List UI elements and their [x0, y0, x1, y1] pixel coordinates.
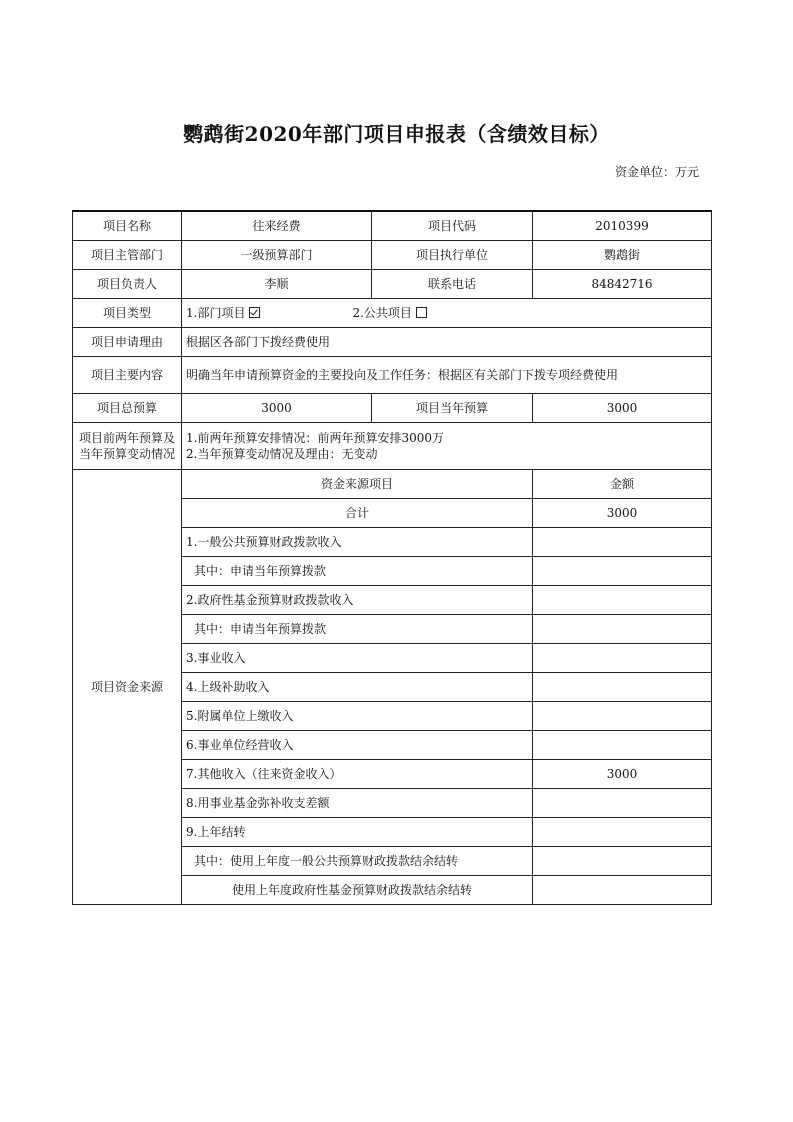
budget-change-line2: 2.当年预算变动情况及理由：无变动 [186, 447, 378, 461]
funding-amount [533, 615, 712, 644]
owner-label: 项目负责人 [73, 270, 182, 299]
dept-label: 项目主管部门 [73, 241, 182, 270]
row-budget [73, 394, 712, 423]
budget-change-line1: 1.前两年预算安排情况：前两年预算安排3000万 [186, 431, 444, 445]
type-label: 项目类型 [73, 299, 182, 328]
budget-change-label [73, 423, 182, 470]
funding-amount [533, 847, 712, 876]
budget-change-value [182, 423, 712, 470]
funding-header-row [73, 470, 712, 499]
funding-source: 5.附属单位上缴收入 [182, 702, 533, 731]
project-form-table [72, 210, 712, 905]
currency-unit: 资金单位：万元 [614, 165, 699, 179]
funding-source: 4.上级补助收入 [182, 673, 533, 702]
year-budget-value: 3000 [533, 394, 712, 423]
funding-section-label: 项目资金来源 [73, 470, 182, 905]
row-content [73, 357, 712, 394]
row-project-name [73, 211, 712, 241]
unchecked-checkbox-icon[interactable] [416, 307, 427, 318]
funding-amount [533, 644, 712, 673]
funding-amount [533, 702, 712, 731]
row-project-owner [73, 270, 712, 299]
funding-amount [533, 557, 712, 586]
row-budget-change [73, 423, 712, 470]
dept-value: 一级预算部门 [182, 241, 372, 270]
funding-source: 1.一般公共预算财政拨款收入 [182, 528, 533, 557]
reason-label: 项目申请理由 [73, 328, 182, 357]
funding-amount-header: 金额 [533, 470, 712, 499]
content-value: 明确当年申请预算资金的主要投向及工作任务：根据区有关部门下拨专项经费使用 [182, 357, 712, 394]
budget-value: 3000 [182, 394, 372, 423]
budget-change-label-line1: 项目前两年预算及 [78, 431, 175, 445]
year-budget-label: 项目当年预算 [372, 394, 533, 423]
funding-source: 9.上年结转 [182, 818, 533, 847]
funding-source-header: 资金来源项目 [182, 470, 533, 499]
funding-source: 3.事业收入 [182, 644, 533, 673]
funding-amount: 3000 [533, 499, 712, 528]
funding-source: 其中：申请当年预算拨款 [182, 557, 533, 586]
page-title: 鹦鹉街2020年部门项目申报表（含绩效目标） [183, 122, 610, 146]
funding-amount [533, 731, 712, 760]
phone-value: 84842716 [533, 270, 712, 299]
checked-checkbox-icon[interactable] [249, 307, 260, 318]
funding-source: 8.用事业基金弥补收支差额 [182, 789, 533, 818]
budget-label: 项目总预算 [73, 394, 182, 423]
funding-amount: 3000 [533, 760, 712, 789]
project-name-label: 项目名称 [73, 211, 182, 241]
funding-source: 2.政府性基金预算财政拨款收入 [182, 586, 533, 615]
funding-amount [533, 789, 712, 818]
project-name-value: 往来经费 [182, 211, 372, 241]
funding-source: 7.其他收入（往来资金收入） [182, 760, 533, 789]
type-option-dept-label: 1.部门项目 [186, 305, 246, 320]
content-label: 项目主要内容 [73, 357, 182, 394]
type-options [182, 299, 712, 328]
row-reason [73, 328, 712, 357]
phone-label: 联系电话 [372, 270, 533, 299]
type-option-public-label: 2.公共项目 [352, 305, 412, 320]
owner-value: 李顺 [182, 270, 372, 299]
exec-unit-value: 鹦鹉街 [533, 241, 712, 270]
funding-amount [533, 818, 712, 847]
project-code-label: 项目代码 [372, 211, 533, 241]
funding-source: 使用上年度政府性基金预算财政拨款结余结转 [182, 876, 533, 905]
reason-value: 根据区各部门下拨经费使用 [182, 328, 712, 357]
exec-unit-label: 项目执行单位 [372, 241, 533, 270]
row-project-dept [73, 241, 712, 270]
funding-amount [533, 673, 712, 702]
funding-amount [533, 876, 712, 905]
row-project-type [73, 299, 712, 328]
funding-amount [533, 586, 712, 615]
funding-amount [533, 528, 712, 557]
budget-change-label-line2: 当年预算变动情况 [78, 447, 175, 461]
funding-source: 其中：使用上年度一般公共预算财政拨款结余结转 [182, 847, 533, 876]
funding-source: 6.事业单位经营收入 [182, 731, 533, 760]
funding-source: 合计 [182, 499, 533, 528]
funding-source: 其中：申请当年预算拨款 [182, 615, 533, 644]
project-code-value: 2010399 [533, 211, 712, 241]
